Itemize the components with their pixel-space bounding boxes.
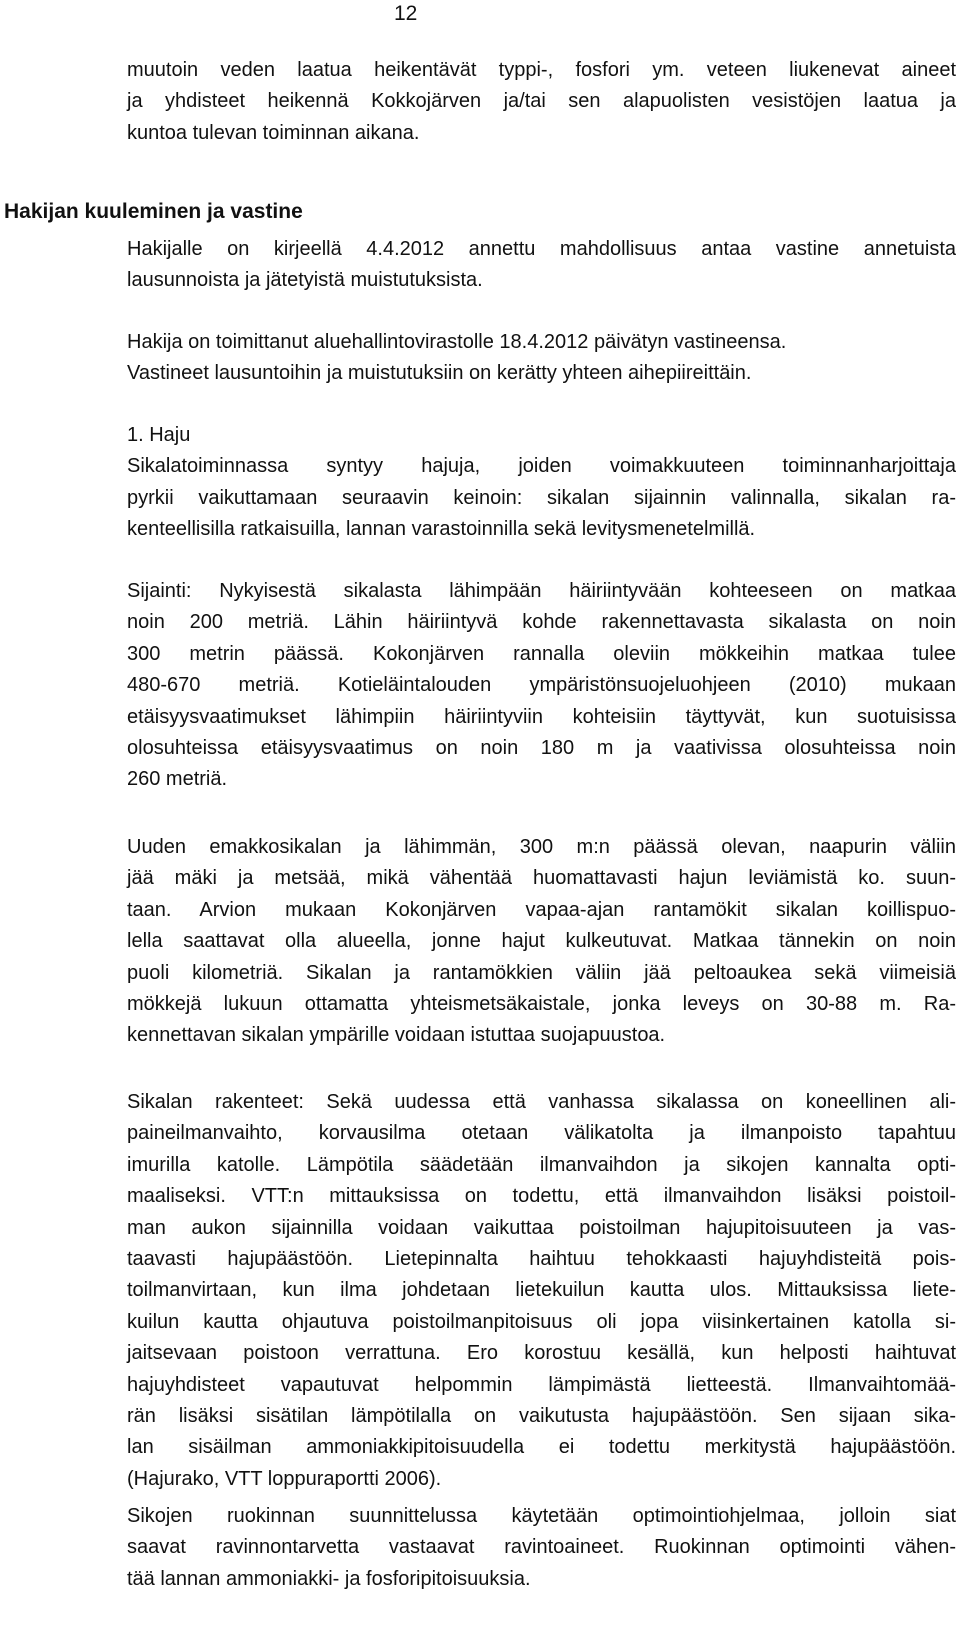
paragraph-structures [127,1087,956,1495]
page-number: 12 [394,2,418,25]
text-line: Sikalan rakenteet: Sekä uudessa että vanhassa sikalassa on koneellinen ali- [127,1091,956,1113]
text-line: hajuyhdisteet vapautuvat helpommin lämpimästä lietteestä. Ilmanvaihtomää- [127,1373,956,1396]
text-line: olosuhteissa etäisyysvaatimus on noin 180 m ja vaativissa olosuhteissa noin [127,737,956,760]
text-line: saavat ravinnontarvetta vastaavat ravintoaineet. Ruokinnan optimointi vähen- [127,1536,956,1559]
text-line: puoli kilometriä. Sikalan ja rantamökkien väliin jää peltoaukea sekä viimeisiä [127,961,956,984]
text-line: (Hajurako, VTT loppuraportti 2006). [127,1467,442,1490]
text-line: Hakija on toimittanut aluehallintovirastolle 18.4.2012 päivätyn vastineensa. [127,331,787,353]
section-heading: Hakijan kuuleminen ja vastine [4,200,303,223]
text-line: jää mäki ja metsää, mikä vähentää huomattavasti hajun leviämistä ko. suun- [127,867,956,890]
text-line: pyrkii vaikuttamaan seuraavin keinoin: sikalan sijainnin valinnalla, sikalan ra- [127,486,956,509]
paragraph-odour [127,420,956,546]
text-line: paineilmanvaihto, korvausilma otetaan välikatolta ja ilmanpoisto tapahtuu [127,1122,956,1145]
paragraph-neighbours [127,832,956,1052]
text-line: Hakijalle on kirjeellä 4.4.2012 annettu mahdollisuus antaa vastine annetuista [127,238,956,260]
paragraph-response [127,327,956,390]
text-line: kennettavan sikalan ympärille voidaan istuttaa suojapuustoa. [127,1024,666,1047]
text-line: Vastineet lausuntoihin ja muistutuksiin on kerätty yhteen aihepiireittäin. [127,362,752,385]
text-line: imurilla katolle. Lämpötila säädetään ilmanvaihdon ja sikojen kannalta opti- [127,1153,956,1176]
text-line: noin 200 metriä. Lähin häiriintyvä kohde rakennettavasta sikalasta on noin [127,611,956,634]
paragraph-location [127,576,956,796]
text-line: Sikalatoiminnassa syntyy hajuja, joiden voimakkuuteen toiminnanharjoittaja [127,455,956,478]
text-line: lan sisäilman ammoniakkipitoisuudella ei todettu merkitystä hajupäästöön. [127,1436,956,1459]
paragraph-hearing [127,234,956,297]
subsection-title: 1. Haju [127,424,191,446]
text-line: etäisyysvaatimukset lähimpiin häiriintyviin kohteisiin täyttyvät, kun suotuisissa [127,705,956,728]
text-line: taavasti hajupäästöön. Lietepinnalta haihtuu tehokkaasti hajuyhdisteitä pois- [127,1248,956,1271]
text-line: kenteellisilla ratkaisuilla, lannan varastoinnilla sekä levitysmenetelmillä. [127,518,756,541]
text-line: maaliseksi. VTT:n mittauksissa on todettu, että ilmanvaihdon lisäksi poistoil- [127,1185,956,1208]
text-line: kuntoa tulevan toiminnan aikana. [127,121,420,144]
intro-paragraph [127,55,956,149]
text-line: Sikojen ruokinnan suunnittelussa käytetään optimointiohjelmaa, jolloin siat [127,1505,956,1527]
text-line: jaitsevaan poistoon verrattuna. Ero korostuu kesällä, kun helposti haihtuvat [127,1342,956,1365]
text-line: Uuden emakkosikalan ja lähimmän, 300 m:n päässä olevan, naapurin väliin [127,836,956,858]
text-line: 300 metrin päässä. Kokonjärven rannalla oleviin mökkeihin matkaa tulee [127,642,956,665]
text-line: kuilun kautta ohjautuva poistoilmanpitoisuus oli jopa viisinkertainen katolla si- [127,1310,956,1333]
paragraph-feeding [127,1501,956,1595]
text-line: lausunnoista ja jätetyistä muistutuksista. [127,269,483,292]
text-line: muutoin veden laatua heikentävät typpi-, fosfori ym. veteen liukenevat aineet [127,59,956,81]
text-line: tää lannan ammoniakki- ja fosforipitoisuuksia. [127,1567,531,1590]
text-line: Sijainti: Nykyisestä sikalasta lähimpään häiriintyvään kohteeseen on matkaa [127,580,956,602]
text-line: ja yhdisteet heikennä Kokkojärven ja/tai sen alapuolisten vesistöjen laatua ja [127,90,956,113]
text-line: 480-670 metriä. Kotieläintalouden ympäristönsuojeluohjeen (2010) mukaan [127,674,956,697]
text-line: mökkejä lukuun ottamatta yhteismetsäkaistale, jonka leveys on 30-88 m. Ra- [127,993,956,1016]
text-line: man aukon sijainnilla voidaan vaikuttaa poistoilman hajupitoisuuteen ja vas- [127,1216,956,1239]
text-line: toilmanvirtaan, kun ilma johdetaan lietekuilun kautta ulos. Mittauksissa liete- [127,1279,956,1302]
text-line: lella saattavat olla alueella, jonne hajut kulkeutuvat. Matkaa tännekin on noin [127,930,956,953]
text-line: 260 metriä. [127,768,228,791]
text-line: rän lisäksi sisätilan lämpötilalla on vaikutusta hajupäästöön. Sen sijaan sika- [127,1405,956,1428]
text-line: taan. Arvion mukaan Kokonjärven vapaa-ajan rantamökit sikalan koillispuo- [127,898,956,921]
